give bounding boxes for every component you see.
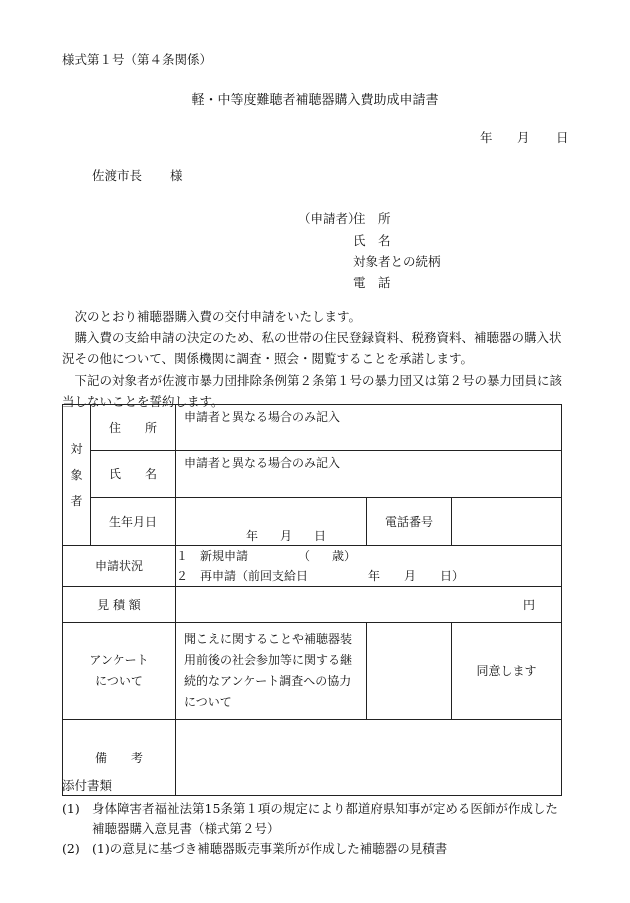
- declaration-text: [62, 306, 572, 412]
- age-unit-label: 歳）: [332, 548, 357, 563]
- application-table: [62, 404, 562, 796]
- attachment-2-number: (2): [62, 841, 80, 856]
- phone-number-field[interactable]: [452, 498, 562, 546]
- birth-day-label: 日: [314, 528, 327, 543]
- estimate-amount-label: 見 積 額: [63, 587, 176, 623]
- birthdate-label: 生年月日: [91, 498, 176, 546]
- status-option-new[interactable]: １ 新規申請: [176, 549, 249, 563]
- attachment-1-number: (1): [62, 801, 80, 816]
- attachment-2-text: (1)の意見に基づき補聴器販売事業所が作成した補聴器の見積書: [92, 841, 448, 856]
- target-person-label: 対 象 者: [63, 405, 91, 546]
- attachment-1-text: 身体障害者福祉法第15条第１項の規定により都道府県知事が定める医師が作成した: [92, 801, 558, 816]
- age-open-paren: （: [298, 548, 311, 563]
- applicant-phone-label: 電 話: [353, 275, 391, 290]
- attachment-item-1: [62, 799, 572, 839]
- estimate-amount-field[interactable]: [176, 587, 562, 623]
- remarks-field[interactable]: [176, 720, 562, 796]
- remarks-label: 備 考: [63, 720, 176, 796]
- addressee-name: 佐渡市長: [92, 168, 143, 183]
- status-option-reapply[interactable]: ２ 再申請（前回支給日 年 月 日）: [176, 569, 465, 583]
- form-title: 軽・中等度難聴者補聴器購入費助成申請書: [191, 93, 439, 108]
- addressee: [92, 170, 183, 183]
- date-day-label: 日: [556, 130, 569, 145]
- application-status-field[interactable]: [176, 546, 562, 587]
- applicant-relation-label: 対象者との続柄: [353, 254, 441, 269]
- yen-unit: 円: [523, 597, 536, 612]
- target-name-field[interactable]: [176, 451, 562, 498]
- declaration-p3: 下記の対象者が佐渡市暴力団排除条例第２条第１号の暴力団又は第２号の暴力団員に該当しないことを誓約します。: [62, 372, 563, 409]
- phone-number-label: 電話番号: [367, 498, 452, 546]
- birth-year-label: 年: [246, 528, 259, 543]
- survey-label: アンケート について: [63, 623, 176, 720]
- target-address-label: 住 所: [91, 405, 176, 451]
- target-name-label: 氏 名: [91, 451, 176, 498]
- attachments-title: 添付書類: [62, 778, 113, 793]
- application-status-label: 申請状況: [63, 546, 176, 587]
- birth-month-label: 月: [280, 528, 293, 543]
- applicant-address-label: 住 所: [353, 211, 391, 226]
- survey-consent-label[interactable]: 同意します: [452, 623, 562, 720]
- declaration-p1: 次のとおり補聴器購入費の交付申請をいたします。: [74, 309, 362, 324]
- survey-description: 聞こえに関することや補聴器装用前後の社会参加等に関する継続的なアンケート調査への協力について: [176, 623, 367, 720]
- target-address-note: 申請者と異なる場合のみ記入: [184, 410, 341, 424]
- declaration-p2: 購入費の支給申請の決定のため、私の世帯の住民登録資料、税務資料、補聴器の購入状況その他について、関係機関に調査・照会・閲覧することを承諾します。: [62, 330, 562, 367]
- target-name-note: 申請者と異なる場合のみ記入: [184, 456, 341, 470]
- attachment-1-continuation: 補聴器購入意見書（様式第２号）: [92, 821, 280, 836]
- attachment-item-2: [62, 839, 572, 859]
- target-address-field[interactable]: [176, 405, 562, 451]
- applicant-name-label: 氏 名: [353, 233, 391, 248]
- date-year-label: 年: [480, 130, 493, 145]
- form-number: 様式第１号（第４条関係）: [62, 52, 213, 67]
- addressee-honorific: 様: [170, 168, 183, 183]
- applicant-tag: （申請者）: [298, 211, 361, 226]
- survey-checkbox-cell[interactable]: [367, 623, 452, 720]
- date-month-label: 月: [517, 130, 530, 145]
